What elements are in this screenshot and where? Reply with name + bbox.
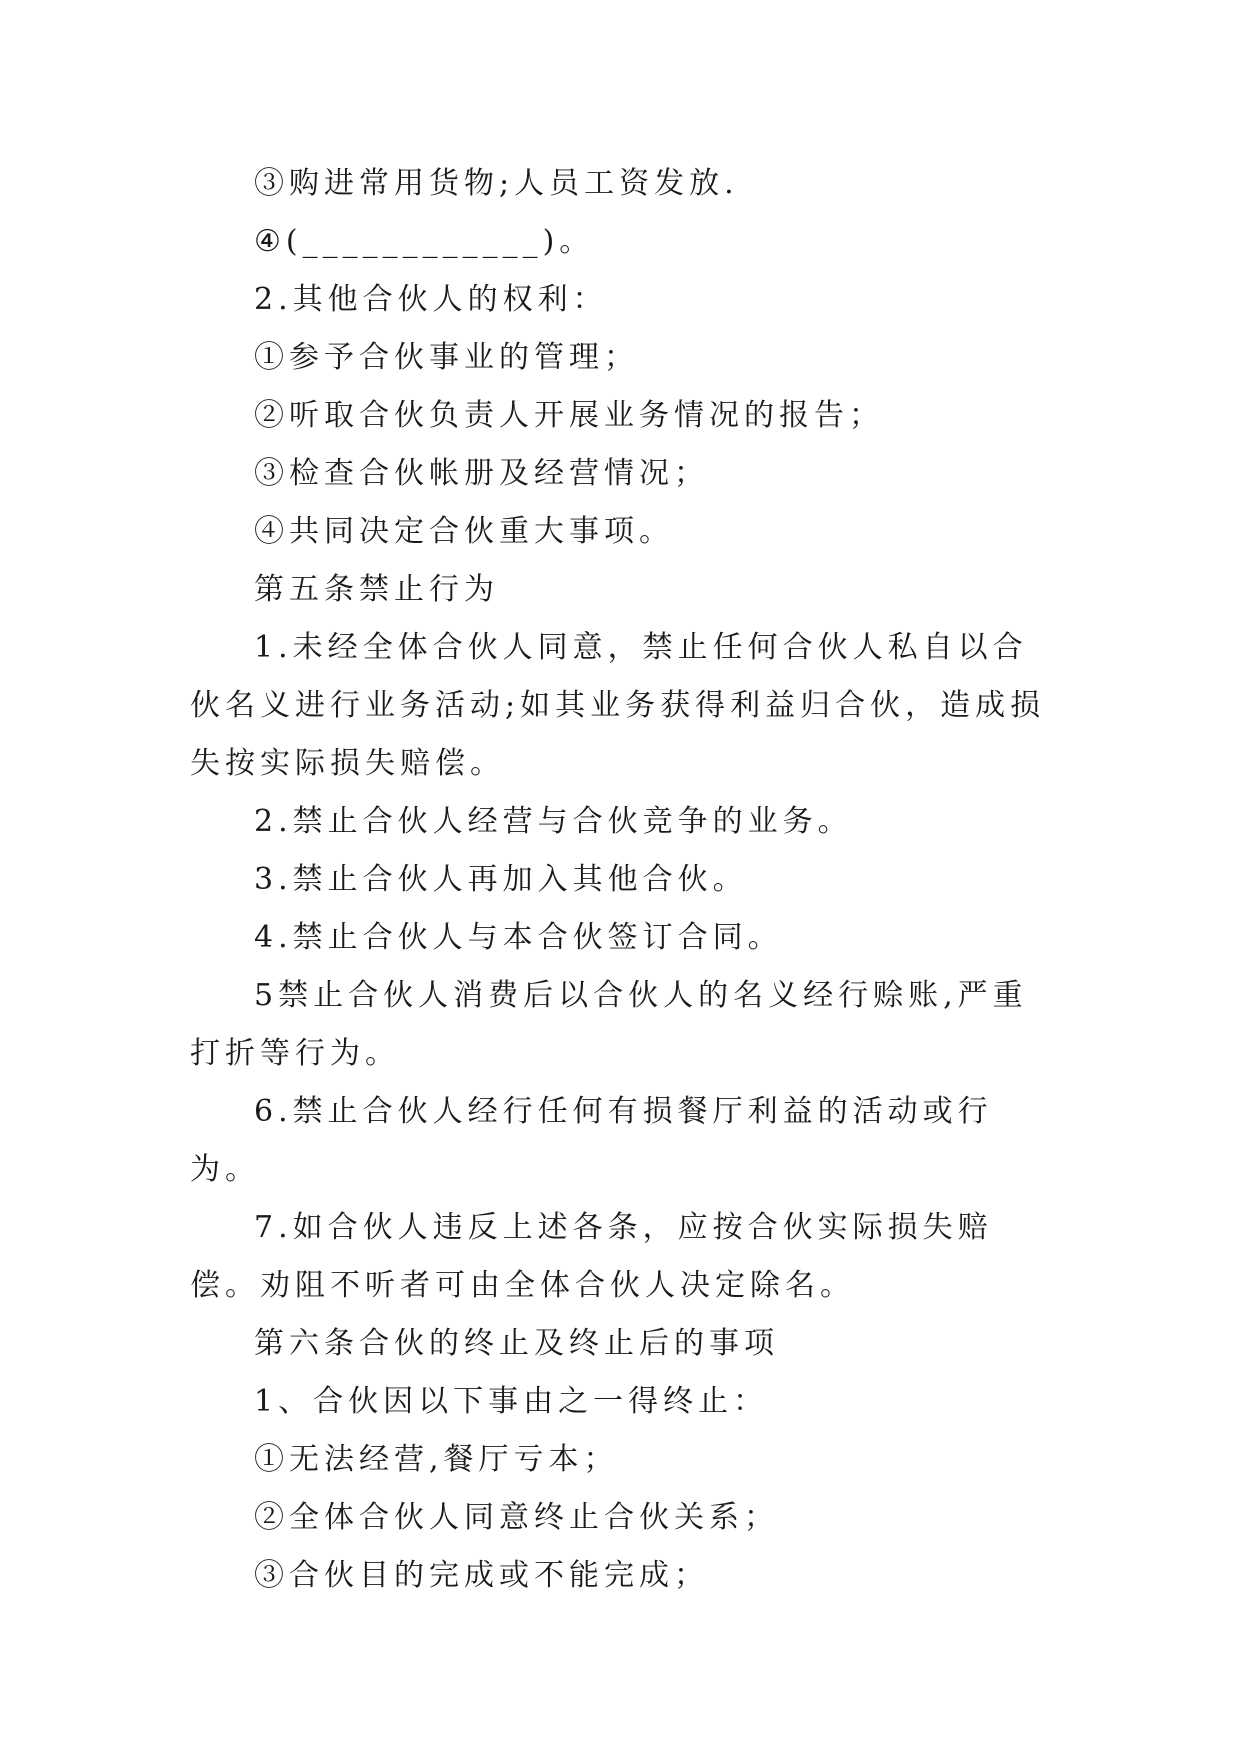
paragraph-other-partners-rights: 2.其他合伙人的权利：	[254, 282, 608, 317]
paragraph-termination-intro: 1、合伙因以下事由之一得终止：	[254, 1384, 769, 1419]
paragraph-prohibition-2: 2.禁止合伙人经营与合伙竞争的业务。	[254, 804, 853, 839]
paragraph-prohibition-1: 1.未经全体合伙人同意，禁止任何合伙人私自以合伙名义进行业务活动;如其业务获得利益归合伙，造成损失按实际损失赔偿。	[190, 630, 1046, 781]
paragraph-prohibition-5: 5禁止合伙人消费后以合伙人的名义经行赊账,严重打折等行为。	[190, 978, 1028, 1071]
paragraph-termination-2: ②全体合伙人同意终止合伙关系；	[254, 1500, 779, 1535]
paragraph-prohibition-3: 3.禁止合伙人再加入其他合伙。	[254, 862, 748, 897]
paragraph-rights-4: ④共同决定合伙重大事项。	[254, 514, 674, 549]
paragraph-prohibition-4: 4.禁止合伙人与本合伙签订合同。	[254, 920, 783, 955]
paragraph-prohibition-7: 7.如合伙人违反上述各条，应按合伙实际损失赔偿。劝阻不听者可由全体合伙人决定除名。	[190, 1210, 993, 1303]
paragraph-rights-1: ①参予合伙事业的管理；	[254, 340, 639, 375]
section-heading-article-5: 第五条禁止行为	[254, 572, 499, 607]
paragraph-item-3-purchase: ③购进常用货物;人员工资发放.	[254, 166, 739, 201]
paragraph-rights-2: ②听取合伙负责人开展业务情况的报告；	[254, 398, 884, 433]
paragraph-termination-1: ①无法经营,餐厅亏本；	[254, 1442, 619, 1477]
paragraph-termination-3: ③合伙目的完成或不能完成；	[254, 1558, 709, 1593]
section-heading-article-6: 第六条合伙的终止及终止后的事项	[254, 1326, 779, 1361]
document-body	[190, 155, 1050, 1605]
paragraph-prohibition-6: 6.禁止合伙人经行任何有损餐厅利益的活动或行为。	[190, 1094, 993, 1187]
paragraph-item-4-blank: ④(____________)。	[254, 224, 595, 259]
paragraph-rights-3: ③检查合伙帐册及经营情况；	[254, 456, 709, 491]
